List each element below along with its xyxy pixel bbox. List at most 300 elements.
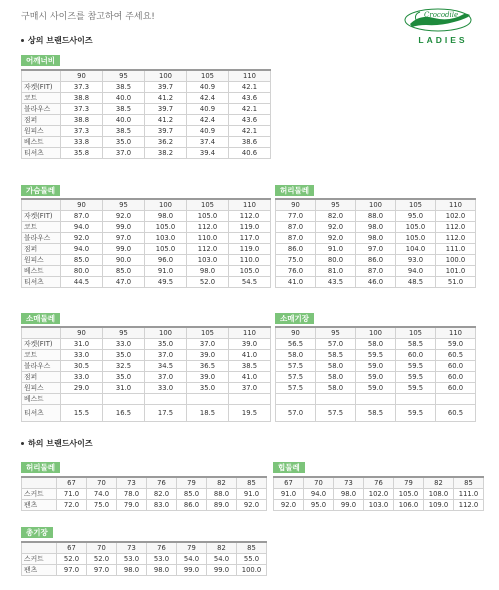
table-cell: 43.6 (229, 93, 271, 104)
table-row (22, 126, 271, 137)
table-cell: 86.0 (276, 244, 316, 255)
table-row (22, 148, 271, 159)
table-cell: 111.0 (436, 244, 476, 255)
table-row (276, 277, 476, 288)
table-row (276, 372, 476, 383)
table-cell: 82.0 (316, 211, 356, 222)
table-cell: 119.0 (229, 244, 271, 255)
table-cell: 91.0 (316, 244, 356, 255)
table-cell: 79.0 (117, 500, 147, 511)
waist-top-table (275, 198, 476, 288)
table-cell: 43.6 (229, 115, 271, 126)
table-row (276, 233, 476, 244)
table-cell: 42.1 (229, 82, 271, 93)
table-header-cell: 스커트 (22, 554, 57, 565)
table-cell: 57.5 (276, 361, 316, 372)
table-cell: 38.5 (103, 126, 145, 137)
bottom-section-title: 하의 브랜드사이즈 (21, 438, 93, 449)
table-cell: 39.0 (187, 350, 229, 361)
table-cell: 104.0 (396, 244, 436, 255)
table-cell: 60.5 (436, 350, 476, 361)
table-cell: 99.0 (207, 565, 237, 576)
table-cell: 38.6 (229, 137, 271, 148)
table-cell: 56.5 (276, 339, 316, 350)
table-cell: 37.3 (61, 82, 103, 93)
table-cell: 36.2 (145, 137, 187, 148)
table-cell: 60.0 (396, 350, 436, 361)
waist-bottom-tag: 허리둘레 (21, 462, 60, 473)
table-cell: 52.0 (57, 554, 87, 565)
table-cell: 43.5 (316, 277, 356, 288)
table-row (22, 137, 271, 148)
table-cell: 59.5 (396, 361, 436, 372)
table-header-cell: 105 (187, 327, 229, 339)
table-cell: 98.0 (117, 565, 147, 576)
table-cell: 37.0 (103, 148, 145, 159)
table-header-cell (22, 477, 57, 489)
table-header-cell: 팬츠 (22, 565, 57, 576)
table-header-cell: 95 (316, 327, 356, 339)
table-cell: 35.0 (103, 350, 145, 361)
table-cell: 47.0 (103, 277, 145, 288)
table-header-cell: 블라우스 (22, 104, 61, 115)
table-cell: 42.4 (187, 115, 229, 126)
table-cell: 103.0 (364, 500, 394, 511)
chest-tag: 가슴둘레 (21, 185, 60, 196)
table-cell: 58.5 (396, 339, 436, 350)
table-cell: 92.0 (316, 233, 356, 244)
table-row (22, 211, 271, 222)
table-cell: 98.0 (145, 211, 187, 222)
table-cell: 59.5 (396, 405, 436, 422)
table-cell: 93.0 (396, 255, 436, 266)
table-row (274, 489, 484, 500)
table-cell: 92.0 (237, 500, 267, 511)
table-cell: 99.0 (177, 565, 207, 576)
table-cell: 39.7 (145, 126, 187, 137)
table-header-cell: 67 (274, 477, 304, 489)
table-cell: 38.2 (145, 148, 187, 159)
table-cell: 105.0 (187, 211, 229, 222)
table-cell: 39.0 (187, 372, 229, 383)
table-header-cell: 76 (147, 477, 177, 489)
table-header-cell: 82 (207, 477, 237, 489)
table-header-cell: 95 (103, 70, 145, 82)
table-cell: 106.0 (394, 500, 424, 511)
table-header-cell: 원피스 (22, 126, 61, 137)
table-cell: 98.0 (356, 233, 396, 244)
table-cell: 91.0 (145, 266, 187, 277)
table-header-cell: 베스트 (22, 394, 61, 405)
table-cell: 105.0 (145, 244, 187, 255)
table-row (276, 339, 476, 350)
table-cell: 40.6 (229, 148, 271, 159)
table-cell: 53.0 (147, 554, 177, 565)
table-header-cell: 95 (316, 199, 356, 211)
table-header-cell: 90 (61, 70, 103, 82)
waist-top-tag: 허리둘레 (275, 185, 314, 196)
table-cell: 86.0 (356, 255, 396, 266)
table-cell: 31.0 (61, 339, 103, 350)
table-cell: 51.0 (436, 277, 476, 288)
table-cell: 54.0 (207, 554, 237, 565)
table-header-cell: 90 (61, 199, 103, 211)
table-cell: 58.5 (356, 405, 396, 422)
table-cell: 52.0 (187, 277, 229, 288)
table-row (276, 394, 476, 405)
table-header-cell: 79 (394, 477, 424, 489)
table-header-cell: 베스트 (22, 266, 61, 277)
table-header-cell: 76 (147, 542, 177, 554)
table-cell: 99.0 (334, 500, 364, 511)
table-cell: 95.0 (396, 211, 436, 222)
table-cell: 30.5 (61, 361, 103, 372)
table-cell: 82.0 (147, 489, 177, 500)
table-cell: 108.0 (424, 489, 454, 500)
table-header-cell: 90 (276, 327, 316, 339)
table-cell: 18.5 (187, 405, 229, 422)
table-cell: 92.0 (316, 222, 356, 233)
table-cell: 19.5 (229, 405, 271, 422)
table-cell: 103.0 (145, 233, 187, 244)
table-row (22, 115, 271, 126)
bullet-icon (21, 442, 24, 445)
hip-table (273, 476, 484, 511)
table-cell: 37.3 (61, 126, 103, 137)
table-header-cell: 67 (57, 542, 87, 554)
table-header-cell: 79 (177, 477, 207, 489)
table-header-cell: 90 (61, 327, 103, 339)
table-cell: 92.0 (274, 500, 304, 511)
table-cell: 97.0 (356, 244, 396, 255)
table-cell: 80.0 (316, 255, 356, 266)
table-header-cell: 110 (229, 199, 271, 211)
table-header-cell: 85 (454, 477, 484, 489)
table-cell: 59.0 (356, 372, 396, 383)
table-cell: 109.0 (424, 500, 454, 511)
table-header-cell: 73 (117, 542, 147, 554)
table-cell: 44.5 (61, 277, 103, 288)
table-row (274, 500, 484, 511)
table-cell: 60.5 (436, 405, 476, 422)
table-cell: 89.0 (207, 500, 237, 511)
table-cell: 36.5 (187, 361, 229, 372)
table-cell: 103.0 (187, 255, 229, 266)
table-header-cell: 점퍼 (22, 115, 61, 126)
table-cell: 99.0 (103, 222, 145, 233)
table-row (22, 372, 271, 383)
table-cell: 41.2 (145, 115, 187, 126)
table-header-cell: 티셔츠 (22, 148, 61, 159)
table-cell: 33.0 (103, 339, 145, 350)
table-cell: 39.4 (187, 148, 229, 159)
table-cell: 58.0 (316, 361, 356, 372)
table-row (22, 339, 271, 350)
crocodile-logo-icon (404, 6, 476, 36)
table-cell: 52.0 (87, 554, 117, 565)
table-cell (187, 394, 229, 405)
table-cell: 92.0 (61, 233, 103, 244)
table-cell: 58.0 (316, 372, 356, 383)
table-cell: 105.0 (229, 266, 271, 277)
table-cell: 58.5 (316, 350, 356, 361)
table-cell: 35.0 (103, 137, 145, 148)
table-cell: 40.9 (187, 104, 229, 115)
table-cell: 57.0 (276, 405, 316, 422)
table-row (22, 383, 271, 394)
table-cell: 88.0 (356, 211, 396, 222)
intro-text: 구매시 사이즈를 참고하여 주세요! (21, 12, 155, 22)
table-cell: 102.0 (364, 489, 394, 500)
table-cell: 117.0 (229, 233, 271, 244)
table-row (22, 554, 267, 565)
table-cell: 92.0 (103, 211, 145, 222)
table-cell: 110.0 (187, 233, 229, 244)
length-table (21, 541, 267, 576)
table-row (22, 405, 271, 422)
table-cell: 76.0 (276, 266, 316, 277)
table-cell: 78.0 (117, 489, 147, 500)
table-cell: 97.0 (87, 565, 117, 576)
table-cell: 60.0 (436, 372, 476, 383)
table-cell: 54.0 (177, 554, 207, 565)
table-header-cell: 베스트 (22, 137, 61, 148)
table-header-cell: 점퍼 (22, 244, 61, 255)
table-header-cell: 73 (334, 477, 364, 489)
table-cell: 39.7 (145, 104, 187, 115)
table-cell: 33.0 (61, 372, 103, 383)
table-row (276, 255, 476, 266)
shoulder-width-tag: 어깨너비 (21, 55, 60, 66)
table-header-cell: 76 (364, 477, 394, 489)
table-cell: 100.0 (436, 255, 476, 266)
table-header-cell: 원피스 (22, 383, 61, 394)
bullet-icon (21, 39, 24, 42)
table-cell: 98.0 (356, 222, 396, 233)
table-cell: 33.0 (145, 383, 187, 394)
table-cell: 49.5 (145, 277, 187, 288)
table-row (22, 93, 271, 104)
table-header-cell: 100 (145, 70, 187, 82)
table-header-cell: 자켓(FIT) (22, 82, 61, 93)
table-cell: 91.0 (237, 489, 267, 500)
table-header-cell: 코트 (22, 350, 61, 361)
table-header-cell: 105 (187, 199, 229, 211)
table-cell: 59.0 (436, 339, 476, 350)
table-header-cell: 티셔츠 (22, 405, 61, 422)
table-header-cell: 95 (103, 199, 145, 211)
table-cell: 111.0 (454, 489, 484, 500)
table-cell: 57.0 (316, 339, 356, 350)
table-cell: 112.0 (187, 244, 229, 255)
table-cell (436, 394, 476, 405)
table-header-cell: 블라우스 (22, 233, 61, 244)
table-header-cell: 70 (87, 477, 117, 489)
table-cell (229, 394, 271, 405)
table-cell: 58.0 (276, 350, 316, 361)
table-cell: 87.0 (276, 233, 316, 244)
table-cell: 54.5 (229, 277, 271, 288)
table-cell: 83.0 (147, 500, 177, 511)
table-header-cell: 105 (396, 327, 436, 339)
table-row (22, 255, 271, 266)
table-row (22, 233, 271, 244)
table-cell: 71.0 (57, 489, 87, 500)
table-row (22, 104, 271, 115)
table-cell: 37.3 (61, 104, 103, 115)
table-cell: 40.0 (103, 115, 145, 126)
table-cell (103, 394, 145, 405)
table-header-cell: 110 (436, 199, 476, 211)
table-header-cell: 100 (145, 327, 187, 339)
length-tag: 총기장 (21, 527, 53, 538)
table-cell: 85.0 (103, 266, 145, 277)
table-cell (396, 394, 436, 405)
table-row (22, 489, 267, 500)
table-header-cell: 105 (396, 199, 436, 211)
table-header-cell (22, 199, 61, 211)
table-cell: 99.0 (103, 244, 145, 255)
table-cell: 46.0 (356, 277, 396, 288)
table-cell: 55.0 (237, 554, 267, 565)
table-cell: 34.5 (145, 361, 187, 372)
table-header-cell: 95 (103, 327, 145, 339)
table-cell: 57.5 (276, 383, 316, 394)
sleeve-length-tag: 소매기장 (275, 313, 314, 324)
table-row (22, 266, 271, 277)
table-row (22, 565, 267, 576)
table-row (22, 277, 271, 288)
table-cell (145, 394, 187, 405)
table-cell: 94.0 (61, 244, 103, 255)
table-header-cell: 코트 (22, 93, 61, 104)
table-row (276, 244, 476, 255)
table-row (22, 350, 271, 361)
table-header-cell: 100 (356, 327, 396, 339)
table-cell: 40.0 (103, 93, 145, 104)
table-cell: 38.8 (61, 115, 103, 126)
table-header-cell: 105 (187, 70, 229, 82)
table-row (276, 383, 476, 394)
table-cell (276, 394, 316, 405)
table-cell: 95.0 (304, 500, 334, 511)
table-cell: 105.0 (145, 222, 187, 233)
sleeve-length-table (275, 326, 476, 422)
table-cell: 75.0 (276, 255, 316, 266)
table-row (276, 222, 476, 233)
table-cell: 59.5 (356, 350, 396, 361)
table-cell: 91.0 (274, 489, 304, 500)
table-cell: 85.0 (177, 489, 207, 500)
table-cell: 57.5 (276, 372, 316, 383)
waist-bottom-table (21, 476, 267, 511)
table-cell: 41.0 (229, 350, 271, 361)
table-cell: 112.0 (454, 500, 484, 511)
table-header-cell: 티셔츠 (22, 277, 61, 288)
hip-tag: 힙둘레 (273, 462, 305, 473)
table-cell: 74.0 (87, 489, 117, 500)
table-cell: 85.0 (61, 255, 103, 266)
table-header-cell: 점퍼 (22, 372, 61, 383)
table-header-cell: 70 (304, 477, 334, 489)
table-cell: 96.0 (145, 255, 187, 266)
table-header-cell: 110 (229, 70, 271, 82)
table-row (276, 361, 476, 372)
table-cell: 41.0 (276, 277, 316, 288)
table-cell: 94.0 (304, 489, 334, 500)
table-header-cell: 85 (237, 542, 267, 554)
brand-logo (404, 6, 476, 46)
table-cell: 60.0 (436, 361, 476, 372)
table-header-cell: 자켓(FIT) (22, 211, 61, 222)
table-header-cell: 팬츠 (22, 500, 57, 511)
table-cell: 90.0 (103, 255, 145, 266)
table-header-cell: 82 (207, 542, 237, 554)
table-row (22, 82, 271, 93)
table-cell: 59.0 (356, 383, 396, 394)
table-cell: 86.0 (177, 500, 207, 511)
table-cell: 41.2 (145, 93, 187, 104)
sleeve-circumference-table (21, 326, 271, 422)
table-cell: 112.0 (229, 211, 271, 222)
table-cell: 35.0 (187, 383, 229, 394)
table-cell: 81.0 (316, 266, 356, 277)
table-cell: 59.0 (356, 361, 396, 372)
table-header-cell (22, 327, 61, 339)
table-header-cell: 70 (87, 542, 117, 554)
table-row (22, 244, 271, 255)
table-header-cell: 110 (436, 327, 476, 339)
table-cell: 32.5 (103, 361, 145, 372)
table-row (22, 222, 271, 233)
table-cell: 57.5 (316, 405, 356, 422)
table-header-cell: 90 (276, 199, 316, 211)
table-cell: 35.0 (145, 339, 187, 350)
table-cell: 94.0 (396, 266, 436, 277)
table-cell: 105.0 (396, 233, 436, 244)
table-cell: 58.0 (316, 383, 356, 394)
table-cell: 112.0 (187, 222, 229, 233)
table-header-cell: 자켓(FIT) (22, 339, 61, 350)
table-cell: 38.8 (61, 93, 103, 104)
table-header-cell: 100 (356, 199, 396, 211)
table-cell: 38.5 (103, 104, 145, 115)
table-cell: 16.5 (103, 405, 145, 422)
table-row (22, 394, 271, 405)
svg-text:Crocodile: Crocodile (424, 11, 459, 19)
table-cell: 102.0 (436, 211, 476, 222)
table-cell (61, 394, 103, 405)
table-row (276, 266, 476, 277)
table-cell: 101.0 (436, 266, 476, 277)
table-header-cell: 82 (424, 477, 454, 489)
table-header-cell: 블라우스 (22, 361, 61, 372)
table-header-cell: 100 (145, 199, 187, 211)
table-cell: 60.0 (436, 383, 476, 394)
table-cell: 37.4 (187, 137, 229, 148)
table-cell (316, 394, 356, 405)
table-cell: 37.0 (187, 339, 229, 350)
table-cell: 88.0 (207, 489, 237, 500)
table-cell: 112.0 (436, 222, 476, 233)
table-cell: 42.4 (187, 93, 229, 104)
table-cell: 37.0 (145, 372, 187, 383)
table-cell: 39.7 (145, 82, 187, 93)
table-cell: 87.0 (276, 222, 316, 233)
table-cell: 98.0 (334, 489, 364, 500)
table-cell: 15.5 (61, 405, 103, 422)
table-cell: 33.0 (61, 350, 103, 361)
